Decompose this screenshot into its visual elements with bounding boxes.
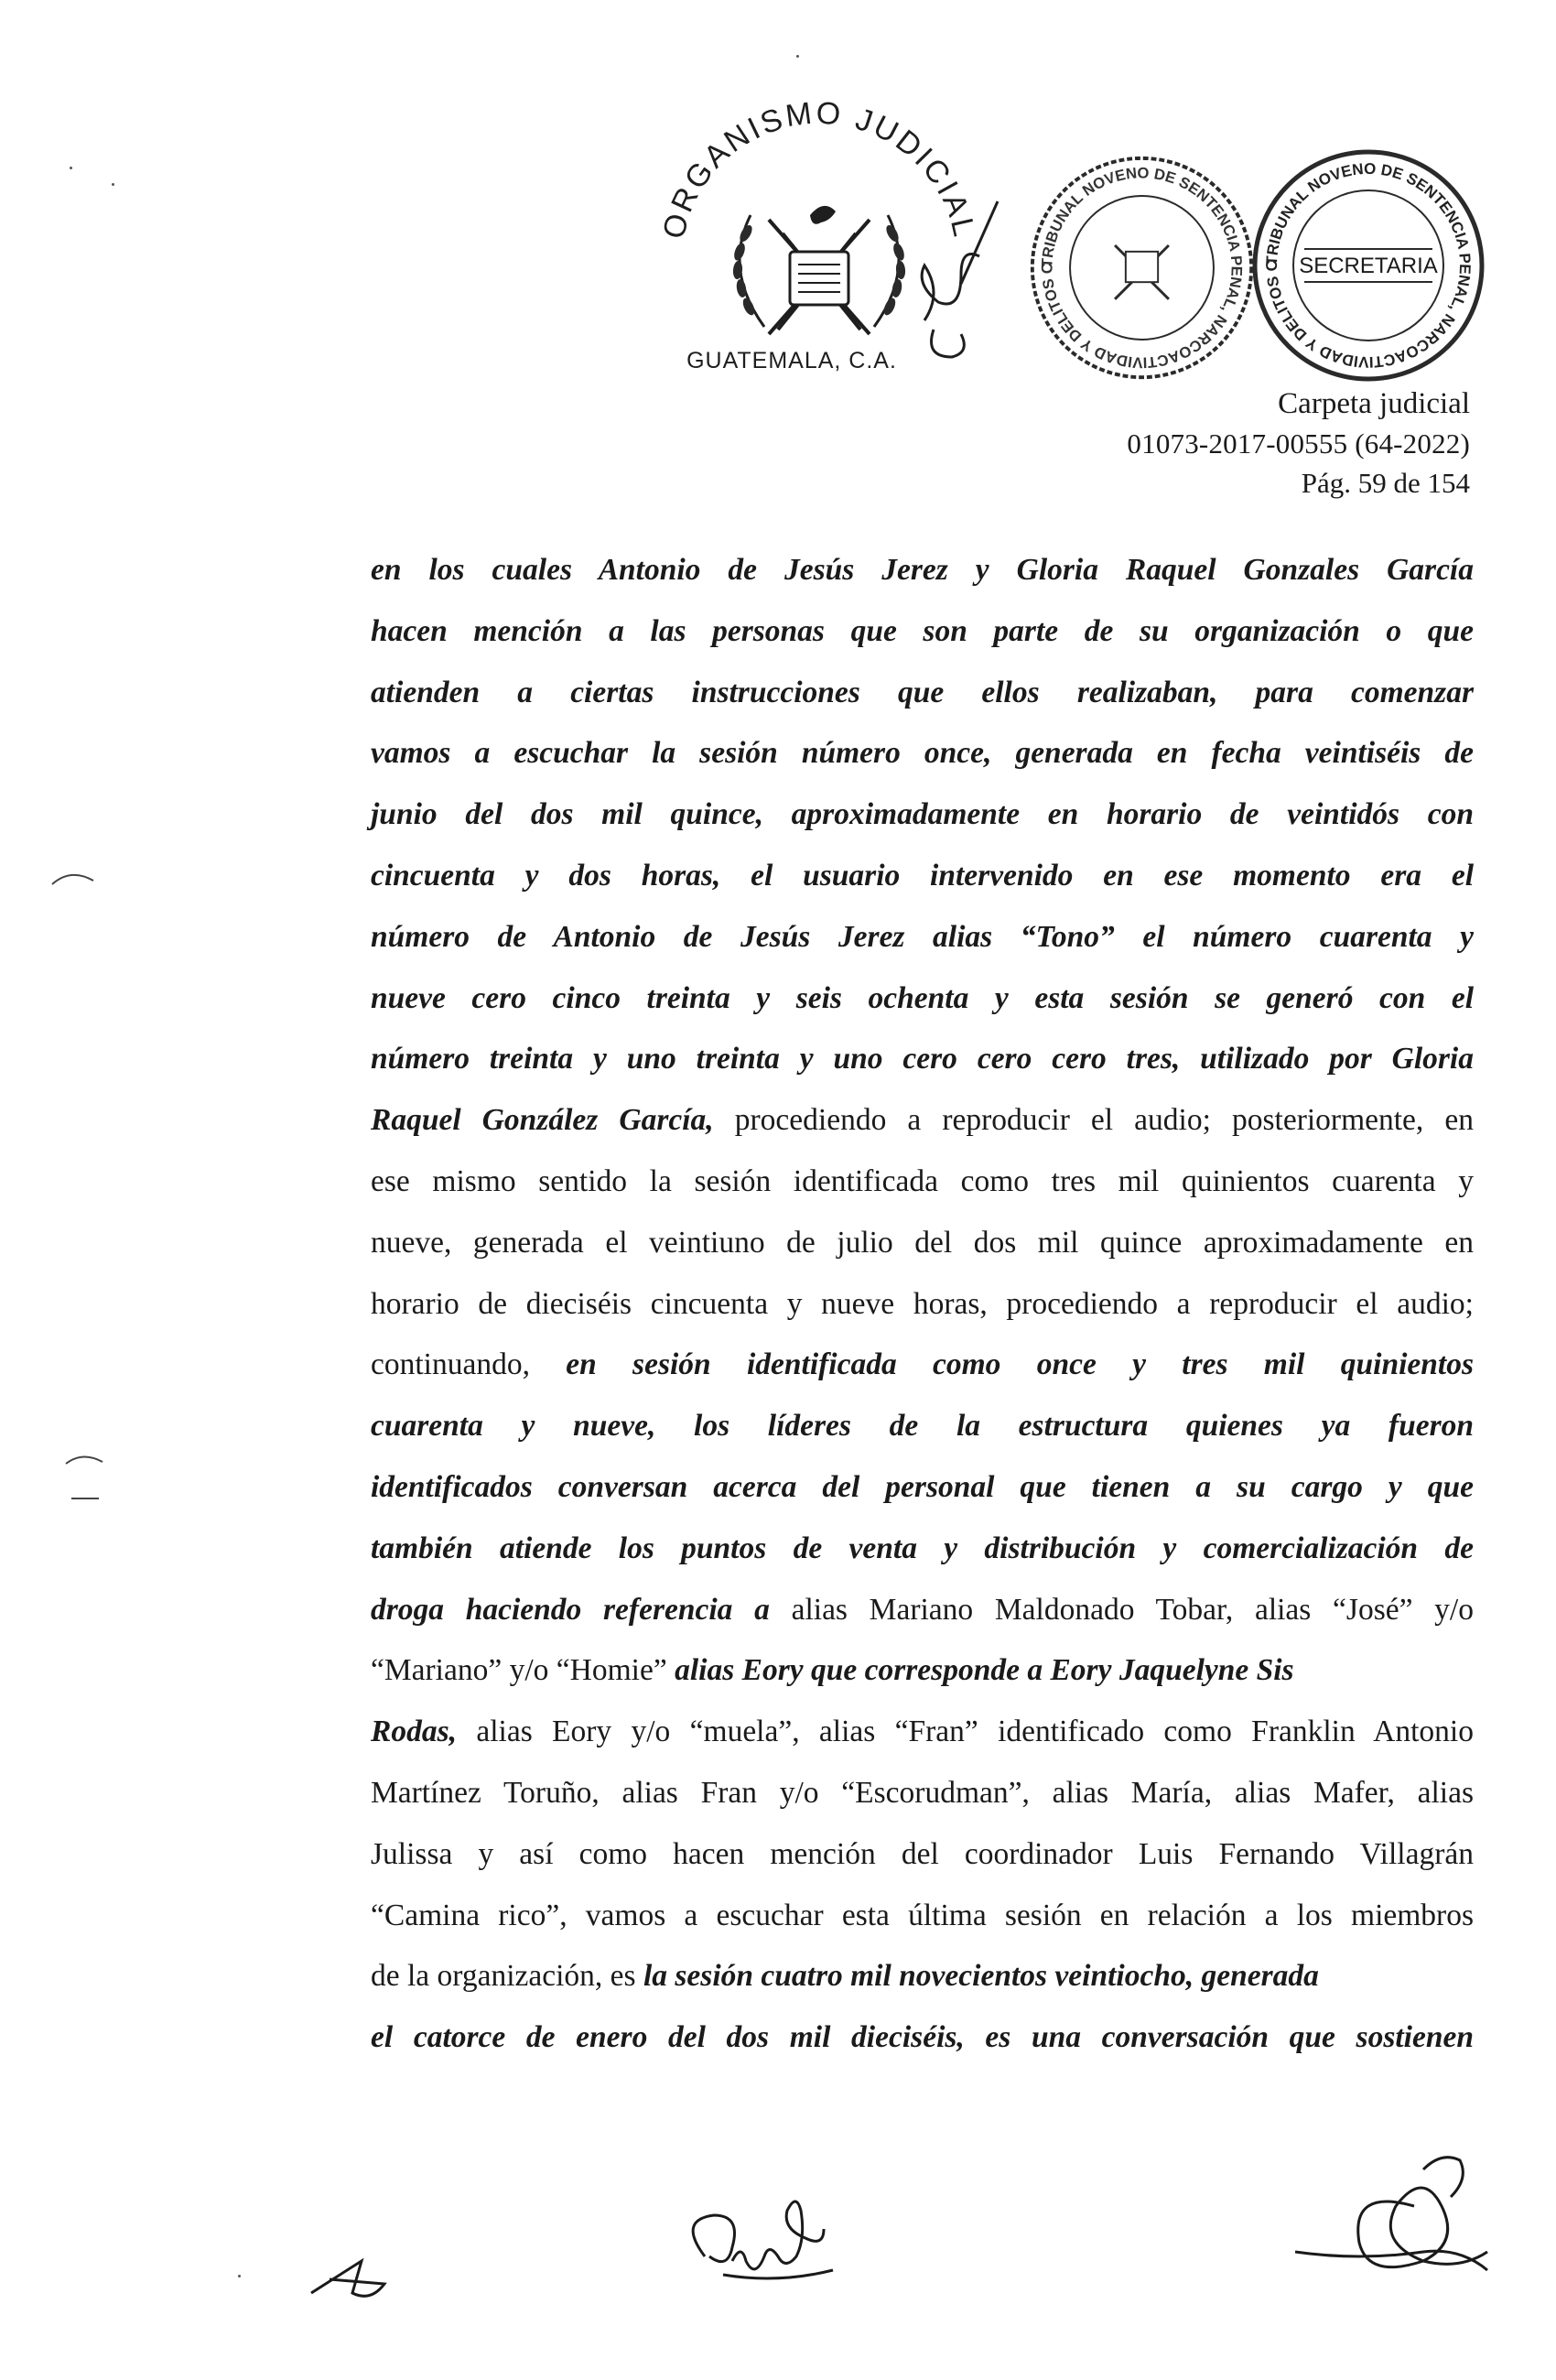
case-reference xyxy=(1127,384,1470,503)
seal-left-text: TRIBUNAL NOVENO DE SENTENCIA PENAL, NARCOACTIVIDAD Y DELITOS C xyxy=(1038,164,1246,372)
signature-mark-2 xyxy=(677,2192,860,2293)
emphasized-text: Raquel González García, xyxy=(371,1103,714,1138)
emphasized-text: vamos a escuchar la sesión número once, generada en fecha veintiséis de xyxy=(371,736,1474,771)
emphasized-text: número de Antonio de Jesús Jerez alias “Tono” el número cuarenta y xyxy=(371,919,1474,954)
handwritten-initials-icon xyxy=(906,183,1007,366)
body-line xyxy=(371,1702,1474,1763)
body-line xyxy=(371,1580,1474,1641)
plain-text: nueve, generada el veintiuno de julio del dos mil quince aproximadamente en xyxy=(371,1225,1474,1260)
scan-speck xyxy=(796,55,799,58)
plain-text: horario de dieciséis cincuenta y nueve horas, procediendo a reproducir el audio; xyxy=(371,1286,1474,1321)
emphasized-text: Rodas, xyxy=(371,1715,458,1749)
case-number: 01073-2017-00555 (64-2022) xyxy=(1127,427,1470,460)
body-line xyxy=(371,2007,1474,2069)
body-line xyxy=(371,784,1474,846)
emphasized-text: el catorce de enero del dos mil dieciséis, es una conversación que sostienen xyxy=(371,2020,1474,2055)
body-line xyxy=(371,1640,1474,1702)
emphasized-text: junio del dos mil quince, aproximadamente en horario de veintidós con xyxy=(371,797,1474,832)
body-line xyxy=(371,1824,1474,1886)
margin-mark-icon xyxy=(50,870,96,888)
plain-text: Martínez Toruño, alias Fran y/o “Escorudman”, alias María, alias Mafer, alias xyxy=(371,1775,1474,1810)
body-line xyxy=(371,1213,1474,1274)
body-line xyxy=(371,846,1474,907)
emphasized-text: cincuenta y dos horas, el usuario intervenido en ese momento era el xyxy=(371,858,1474,892)
body-line xyxy=(371,968,1474,1030)
scan-speck xyxy=(112,183,114,186)
plain-text: alias Mariano Maldonado Tobar, alias “José” y/o xyxy=(769,1592,1474,1627)
seal-right-text: TRIBUNAL NOVENO DE SENTENCIA PENAL, NARCOACTIVIDAD Y DELITOS C xyxy=(1262,159,1475,372)
emphasized-text: también atiende los puntos de venta y distribución y comercialización de xyxy=(371,1531,1474,1565)
emphasized-text: cuarenta y nueve, los líderes de la estructura quienes ya fueron xyxy=(371,1409,1474,1444)
body-line xyxy=(371,1152,1474,1213)
margin-mark-icon xyxy=(64,1451,105,1506)
emphasized-text: número treinta y uno treinta y uno cero cero cero tres, utilizado por Gloria xyxy=(371,1042,1474,1076)
emphasized-text: alias Eory que corresponde a Eory Jaquelyne Sis xyxy=(675,1653,1294,1688)
scan-speck xyxy=(70,167,72,169)
case-title: Carpeta judicial xyxy=(1278,387,1470,420)
body-line xyxy=(371,663,1474,724)
plain-text: alias Eory y/o “muela”, alias “Fran” identificado como Franklin Antonio xyxy=(457,1715,1474,1749)
page-number: Pág. 59 de 154 xyxy=(1301,467,1470,499)
body-line xyxy=(371,1396,1474,1457)
seal-secretaria-label: SECRETARIA xyxy=(1299,254,1438,278)
emblem-arc-text: ORGANISMO JUDICIAL xyxy=(655,95,982,243)
body-line xyxy=(371,540,1474,601)
emblem-caption: GUATEMALA, C.A. xyxy=(686,348,897,373)
secretary-seal-icon xyxy=(1249,146,1487,384)
body-line xyxy=(371,1029,1474,1090)
court-seal-left xyxy=(1025,151,1259,384)
body-line xyxy=(371,601,1474,663)
signature-mark-3 xyxy=(1286,2151,1506,2298)
body-line xyxy=(371,1946,1474,2007)
signature-mark-1 xyxy=(307,2238,407,2302)
emphasized-text: identificados conversan acerca del personal que tienen a su cargo y que xyxy=(371,1469,1474,1504)
court-seal-icon xyxy=(1025,151,1259,384)
emphasized-text: droga haciendo referencia a xyxy=(371,1592,770,1627)
body-line xyxy=(371,907,1474,968)
body-line xyxy=(371,1763,1474,1824)
scan-speck xyxy=(238,2275,241,2277)
plain-text: “Mariano” y/o “Homie” xyxy=(371,1653,675,1688)
body-line xyxy=(371,1457,1474,1519)
emphasized-text: en los cuales Antonio de Jesús Jerez y Gloria Raquel Gonzales García xyxy=(371,553,1474,587)
body-line xyxy=(371,1335,1474,1396)
emphasized-text: la sesión cuatro mil novecientos veintiocho, generada xyxy=(643,1959,1319,1994)
body-line xyxy=(371,1274,1474,1336)
court-seal-right xyxy=(1249,146,1487,384)
plain-text: de la organización, es xyxy=(371,1959,643,1994)
body-line xyxy=(371,1886,1474,1947)
body-line xyxy=(371,723,1474,784)
plain-text: Julissa y así como hacen mención del coordinador Luis Fernando Villagrán xyxy=(371,1836,1474,1871)
body-line xyxy=(371,1090,1474,1152)
plain-text: continuando, xyxy=(371,1347,567,1382)
emphasized-text: hacen mención a las personas que son parte de su organización o que xyxy=(371,613,1474,648)
plain-text: “Camina rico”, vamos a escuchar esta última sesión en relación a los miembros xyxy=(371,1898,1474,1932)
emphasized-text: atienden a ciertas instrucciones que ellos realizaban, para comenzar xyxy=(371,675,1474,709)
emphasized-text: en sesión identificada como once y tres mil quinientos xyxy=(566,1347,1474,1382)
body-line xyxy=(371,1519,1474,1580)
body-text xyxy=(371,540,1474,2069)
plain-text: procediendo a reproducir el audio; posteriormente, en xyxy=(713,1103,1474,1138)
emphasized-text: nueve cero cinco treinta y seis ochenta y esta sesión se generó con el xyxy=(371,980,1474,1015)
plain-text: ese mismo sentido la sesión identificada como tres mil quinientos cuarenta y xyxy=(371,1163,1474,1198)
